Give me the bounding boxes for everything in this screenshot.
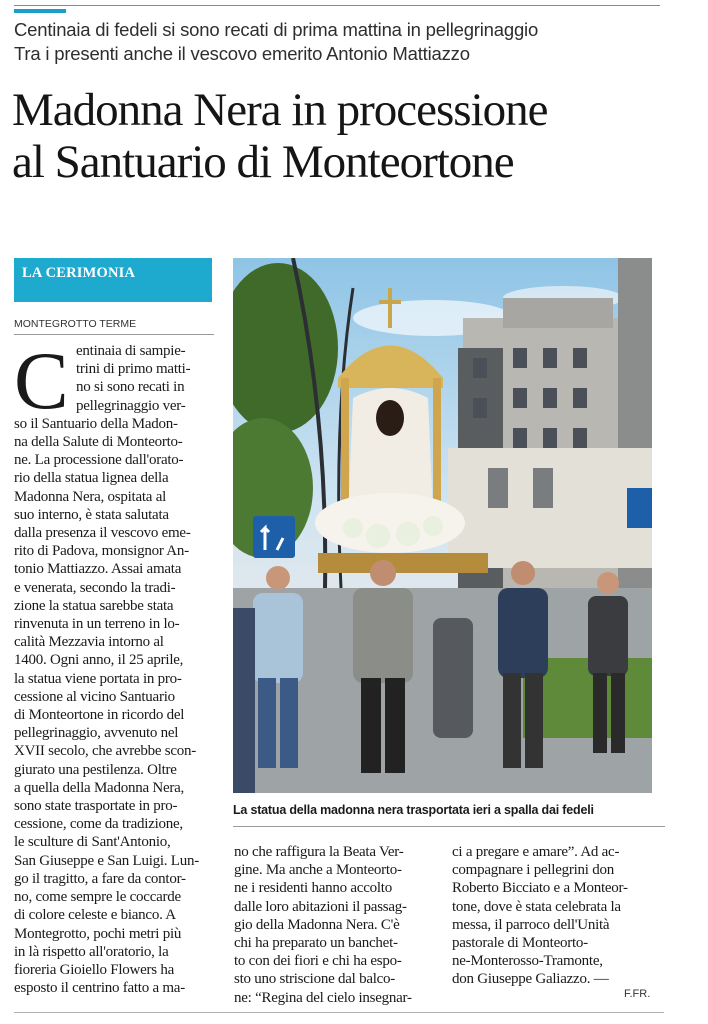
body-line: la statua viene portata in pro-: [14, 670, 182, 687]
body-line: Roberto Bicciato e a Monteor-: [452, 880, 628, 897]
kicker-line-1: Centinaia di fedeli si sono recati di prima mattina in pellegrinaggio: [14, 19, 539, 40]
body-line: calità Mezzavia intorno al: [14, 634, 164, 651]
body-line: XVII secolo, che avrebbe scon-: [14, 743, 196, 760]
body-line: no si sono recati in: [76, 379, 185, 396]
section-label-box: [14, 258, 212, 302]
body-line: to con dei fiori e chi ha espo-: [234, 953, 402, 970]
dateline: MONTEGROTTO TERME: [14, 318, 137, 330]
body-line: e venerata, secondo la tradi-: [14, 579, 176, 596]
body-line: chi ha preparato un banchet-: [234, 935, 398, 952]
body-line: suo interno, è stata salutata: [14, 506, 169, 523]
body-line: San Giuseppe e San Luigi. Lun-: [14, 852, 199, 869]
headline: [12, 84, 702, 188]
kicker: [14, 18, 674, 66]
kicker-line-2: Tra i presenti anche il vescovo emerito Antonio Mattiazzo: [14, 43, 470, 64]
top-rule: [14, 5, 660, 6]
body-line: don Giuseppe Galiazzo. —: [452, 971, 609, 988]
body-line: ne: “Regina del cielo insegnar-: [234, 989, 412, 1006]
body-line: dalle loro abitazioni il passag-: [234, 898, 407, 915]
body-line: ci a pregare e amare”. Ad ac-: [452, 844, 620, 860]
body-line: entinaia di sampie-: [76, 343, 186, 359]
body-line: rio della statua lignea della: [14, 470, 169, 487]
body-line: Montegrotto, pochi metri più: [14, 925, 182, 942]
section-label: LA CERIMONIA: [22, 265, 136, 281]
body-line: trini di primo matti-: [76, 361, 191, 378]
author-signoff: F.FR.: [624, 988, 651, 1000]
headline-line-2: al Santuario di Monteortone: [12, 136, 514, 188]
article-photo: [233, 258, 652, 793]
body-line: ne-Monterosso-Tramonte,: [452, 953, 603, 970]
body-line: ne. La processione dall'orato-: [14, 452, 184, 469]
body-line: so il Santuario della Madon-: [14, 415, 178, 432]
body-line: tone, dove è stata celebrata la: [452, 898, 621, 915]
body-line: Madonna Nera, ospitata al: [14, 488, 167, 505]
top-accent-bar: [14, 9, 66, 13]
body-line: go il tragitto, a fare da contor-: [14, 870, 186, 887]
body-line: esposto il centrino fatto a ma-: [14, 980, 185, 997]
drop-cap: C: [14, 335, 69, 426]
body-line: sto uno striscione dal balco-: [234, 971, 396, 988]
body-line: pellegrinaggio, avvenuto nel: [14, 725, 179, 742]
body-line: di Monteortone in ricordo del: [14, 707, 185, 724]
body-line: no che raffigura la Beata Ver-: [234, 844, 404, 860]
procession-photo-illustration: [233, 258, 652, 793]
headline-line-1: Madonna Nera in processione: [12, 84, 548, 136]
body-line: rinvenuta in un terreno in lo-: [14, 616, 180, 633]
body-line: a quella della Madonna Nera,: [14, 779, 185, 796]
body-line: rito di Padova, monsignor An-: [14, 543, 189, 560]
body-line: sono state trasportate in pro-: [14, 798, 178, 815]
body-line: di colore celeste e bianco. A: [14, 907, 176, 924]
photo-caption: La statua della madonna nera trasportata ieri a spalla dai fedeli: [233, 803, 594, 817]
body-line: tonio Mattiazzo. Assai amata: [14, 561, 182, 578]
body-line: pellegrinaggio ver-: [76, 397, 186, 414]
body-line: 1400. Ogni anno, il 25 aprile,: [14, 652, 184, 669]
body-line: zione la statua sarebbe stata: [14, 597, 174, 614]
body-line: gio della Madonna Nera. C'è: [234, 916, 400, 933]
body-line: giurato una pestilenza. Oltre: [14, 761, 177, 778]
body-line: ne i residenti hanno accolto: [234, 880, 392, 897]
body-column-3: [452, 843, 664, 989]
body-line: gine. Ma anche a Monteorto-: [234, 862, 402, 879]
body-line: compagnare i pellegrini don: [452, 862, 614, 879]
body-line: no, come sempre le coccarde: [14, 889, 181, 906]
body-line: cessione al vicino Santuario: [14, 688, 175, 705]
body-line: messa, il parroco dell'Unità: [452, 916, 610, 933]
body-line: le sculture di Sant'Antonio,: [14, 834, 171, 851]
body-line: cessione, come da tradizione,: [14, 816, 183, 833]
body-line: fioreria Gioiello Flowers ha: [14, 961, 175, 978]
body-column-1: [14, 335, 216, 997]
body-line: dalla presenza il vescovo eme-: [14, 525, 191, 542]
body-line: pastorale di Monteorto-: [452, 935, 588, 952]
bottom-rule: [14, 1012, 664, 1013]
body-column-2: [234, 843, 430, 1007]
caption-rule: [233, 826, 665, 827]
body-line: in là rispetto all'oratorio, la: [14, 943, 169, 960]
body-line: na della Salute di Monteorto-: [14, 434, 183, 451]
